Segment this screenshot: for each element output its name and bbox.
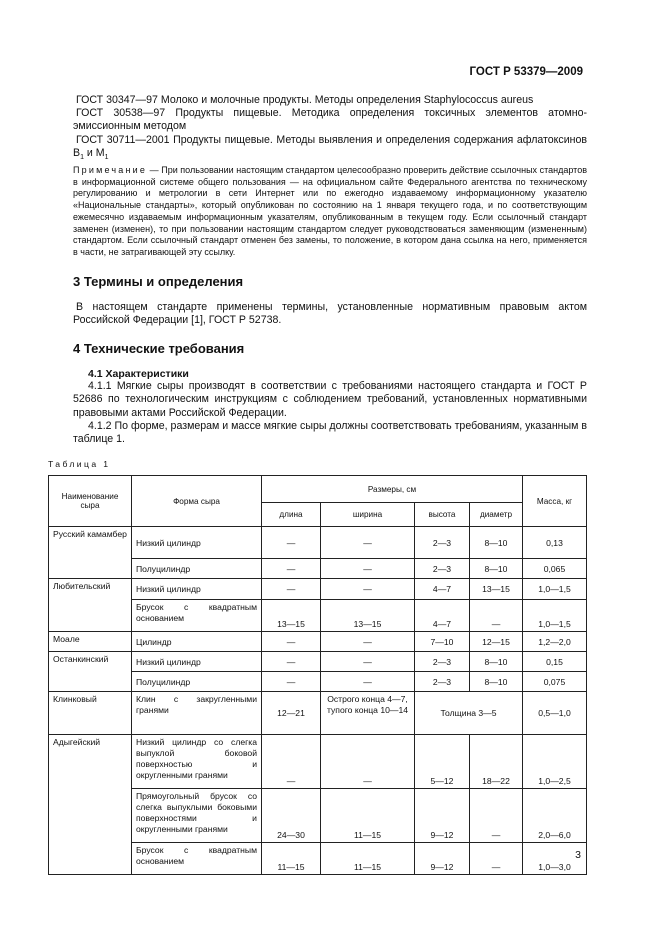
table-cell: 0,13 — [523, 527, 587, 559]
header-shape: Форма сыра — [132, 476, 262, 527]
table-cell: 4—7 — [415, 600, 470, 632]
subsection-4-1-title: 4.1 Характеристики — [88, 368, 189, 380]
table-row — [49, 632, 587, 652]
reference-item: ГОСТ 30347—97 Молоко и молочные продукты. Методы определения Staphylococcus aureus — [76, 94, 534, 106]
table-cell: 8—10 — [470, 672, 523, 692]
table-cell: 18—22 — [470, 735, 523, 789]
table-row — [49, 579, 587, 600]
note-text: — При пользовании настоящим стандартом целесообразно проверить действие ссылочных стандартов в информационной системе общего пользования — на официальном сайте Федерального агентства по техническому регулированию и метрологии в сети Интернет или по ежегодно издаваемому информационному указателю «Национальные стандарты», который опубликован по состоянию на 1 января текущего года, и по соответствующим ежемесячно издаваемым информационным указателям, опубликованным в текущем году. Если ссылочный стандарт заменен (изменен), то при пользовании настоящим стандартом следует руководствоваться заменяющим (измененным) стандартом. Если ссылочный стандарт отменен без замены, то положение, в котором дана ссылка на него, применяется в части, не затрагивающей эту ссылку. — [73, 165, 587, 257]
section-4-title: 4 Технические требования — [73, 341, 245, 356]
table-cell: — — [470, 789, 523, 843]
header-width: ширина — [321, 503, 415, 527]
table-cell: 11—15 — [321, 789, 415, 843]
note-label: Примечание — [73, 165, 148, 175]
table-cell: 11—15 — [262, 843, 321, 875]
table-cell: 9—12 — [415, 843, 470, 875]
table-cell: 2—3 — [415, 559, 470, 579]
table-cell: 0,5—1,0 — [523, 692, 587, 735]
table-caption: Таблица 1 — [48, 459, 111, 469]
table-cell: Толщина 3—5 — [415, 692, 523, 735]
cheese-name: Русский камамбер — [49, 527, 132, 579]
table-cell: 5—12 — [415, 735, 470, 789]
table-cell: 13—15 — [321, 600, 415, 632]
table-cell: 1,0—2,5 — [523, 735, 587, 789]
header-height: высота — [415, 503, 470, 527]
header-mass: Масса, кг — [523, 476, 587, 527]
table-cell: — — [470, 600, 523, 632]
table-cell: 2,0—6,0 — [523, 789, 587, 843]
cheese-shape: Полуцилиндр — [132, 559, 262, 579]
table-cell: — — [321, 559, 415, 579]
page-number: 3 — [575, 849, 581, 861]
table-cell: 2—3 — [415, 527, 470, 559]
table-cell: 2—3 — [415, 652, 470, 672]
note-paragraph — [73, 165, 587, 259]
table-cell: 8—10 — [470, 652, 523, 672]
table-cell: Острого конца 4—7, тупого конца 10—14 — [321, 692, 415, 735]
reference-item: ГОСТ 30538—97 Продукты пищевые. Методика определения токсичных элементов атомно-эмиссионным методом — [73, 107, 587, 133]
table-cell: 1,2—2,0 — [523, 632, 587, 652]
document-header: ГОСТ Р 53379—2009 — [469, 66, 583, 78]
cheese-shape: Низкий цилиндр со слегка выпуклой боковой поверхностью и округленными гранями — [132, 735, 262, 789]
table-row — [49, 527, 587, 559]
table-row — [49, 735, 587, 789]
cheese-name: Клинковый — [49, 692, 132, 735]
table-cell: — — [321, 527, 415, 559]
header-name: Наименование сыра — [49, 476, 132, 527]
table-cell: 24—30 — [262, 789, 321, 843]
table-cell: — — [262, 632, 321, 652]
table-cell: 0,075 — [523, 672, 587, 692]
table-cell: — — [321, 652, 415, 672]
table-cell: — — [262, 579, 321, 600]
cheese-shape: Брусок с квадратным основанием — [132, 843, 262, 875]
table-cell: — — [262, 672, 321, 692]
table-cell: — — [262, 559, 321, 579]
table-cell: — — [321, 672, 415, 692]
table-cell: 8—10 — [470, 559, 523, 579]
table-cell: — — [262, 527, 321, 559]
table-cell: — — [321, 632, 415, 652]
header-diameter: диаметр — [470, 503, 523, 527]
table-cell: 9—12 — [415, 789, 470, 843]
table-cell: 11—15 — [321, 843, 415, 875]
cheese-name: Адыгейский — [49, 735, 132, 875]
table-cell: 4—7 — [415, 579, 470, 600]
header-sizes: Размеры, см — [262, 476, 523, 503]
table-cell: 2—3 — [415, 672, 470, 692]
table-cell: 0,15 — [523, 652, 587, 672]
cheese-shape: Прямоугольный брусок со слегка выпуклыми боковыми поверхностями и округленными гранями — [132, 789, 262, 843]
table-cell: 12—21 — [262, 692, 321, 735]
table-cell: 7—10 — [415, 632, 470, 652]
cheese-name: Моале — [49, 632, 132, 652]
table-cell: 13—15 — [470, 579, 523, 600]
table-cell: 1,0—1,5 — [523, 579, 587, 600]
cheese-shape: Полуцилиндр — [132, 672, 262, 692]
table-cell: — — [321, 735, 415, 789]
header-length: длина — [262, 503, 321, 527]
section-3-text: В настоящем стандарте применены термины, установленные нормативным правовым актом Российской Федерации [1], ГОСТ Р 52738. — [73, 301, 587, 327]
cheese-dimensions-table — [48, 475, 587, 875]
section-3-title: 3 Термины и определения — [73, 274, 244, 289]
paragraph-4-1-1: 4.1.1 Мягкие сыры производят в соответствии с требованиями настоящего стандарта и ГОСТ Р 52686 по технологическим инструкциям с соблюдением требований, установленных нормативными правовыми актами Российской Федерации. — [73, 380, 587, 419]
cheese-shape: Низкий цилиндр — [132, 652, 262, 672]
normative-references — [73, 94, 587, 164]
table-row — [49, 692, 587, 735]
table-cell: 1,0—3,0 — [523, 843, 587, 875]
table-cell: 12—15 — [470, 632, 523, 652]
cheese-name: Любительский — [49, 579, 132, 632]
table-cell: 1,0—1,5 — [523, 600, 587, 632]
table-cell: 8—10 — [470, 527, 523, 559]
cheese-shape: Низкий цилиндр — [132, 527, 262, 559]
cheese-shape: Низкий цилиндр — [132, 579, 262, 600]
cheese-shape: Брусок с квадратным основанием — [132, 600, 262, 632]
table-cell: — — [262, 652, 321, 672]
table-row — [49, 652, 587, 672]
table-cell: — — [262, 735, 321, 789]
table-cell: — — [470, 843, 523, 875]
table-cell: 0,065 — [523, 559, 587, 579]
paragraph-4-1-2: 4.1.2 По форме, размерам и массе мягкие сыры должны соответствовать требованиям, указанным в таблице 1. — [73, 420, 587, 446]
table-cell: 13—15 — [262, 600, 321, 632]
cheese-name: Останкинский — [49, 652, 132, 692]
reference-item: ГОСТ 30711—2001 Продукты пищевые. Методы выявления и определения содержания афлатоксинов $B_1$ и $M_1$ — [73, 133, 587, 161]
cheese-shape: Клин с закругленными гранями — [132, 692, 262, 735]
table-cell: — — [321, 579, 415, 600]
cheese-shape: Цилиндр — [132, 632, 262, 652]
